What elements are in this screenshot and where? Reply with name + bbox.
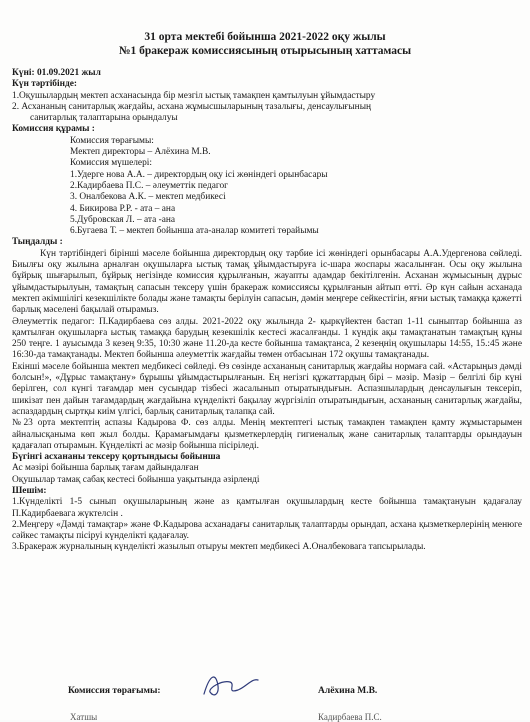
agenda-item-2: 2. Асхананың санитарлық жағдайы, асхана жұмысшыларының тазалығы, денсаулығының	[12, 101, 372, 112]
agenda-item-2-cont: санитарлық талаптарына орындалуы	[30, 113, 178, 124]
commission-heading: Комиссия құрамы :	[12, 124, 95, 135]
listened-paragraph-4: №23 орта мектептің аспазы Кадырова Ф. сөз алды. Менің мектептегі ыстық тамақпен тамақпен қамту жұмыстарымен айналысқаныма көп жыл болды. Қарамағымдағы қызметкерлердің гигиеналық және санитарлық талаптарды орындауын қадағалап отырамын. Күнделікті ас мәзір бойынша пісіріледі.	[12, 418, 522, 451]
document-body	[12, 68, 522, 554]
decision-3: 3.Бракераж журналының күнделікті жазылып отыруы мектеп медбикесі А.Оналбековага тапсырылады.	[12, 542, 426, 553]
title-line-1: 31 орта мектебі бойынша 2021-2022 оқу жылы	[144, 31, 386, 43]
listened-paragraph-3: Екінші мәселе бойынша мектеп медбикесі сөйледі. Өз сөзінде асхананың санитарлық жағдайы нормаға сай. «Астарыңыз дәмді болсын!», «Дұрыс тамақтану» бұрышы ұйымдастырылғанын. Ең негізгі құжаттардың бірі – мәзір. Мәзір – белгілі бір күні берілген, сол күнгі тағамдар мен сусындар тізбесі жасалынып отыратындығын. Аспазшылардың денсаулығын тексеріп, шикізат пен дайын тағамдардың жағдайына күнделікті бақылау жүргізіліп отыратындығын, асхананың санитарлық жағдайы, аспаздардың сыртқы киім үлгісі, барлық санитарлық талапқа сай.	[12, 361, 522, 417]
commission-chair-label: Комиссия төрағымы:	[70, 135, 154, 146]
member-4: 4. Бикирова Р.Р. - ата – ана	[70, 203, 176, 214]
decision-heading: Шешім:	[12, 485, 47, 496]
meeting-date: Күні: 01.09.2021 жыл	[12, 68, 101, 78]
check-line-2: Оқушылар тамақ сабақ кестесі бойынша уақытында әзірленді	[12, 474, 260, 485]
document-title	[0, 30, 530, 58]
decision-2: 2.Меңгеру «Дәмді тамақтар» және Ф.Кадырова асханадағы санитарлық талаптарды орындап, асхана қызметкерлерінің менюге сәйкес тамақты пісіруі күнделікті қадағалау.	[12, 519, 522, 542]
secretary-label: Хатшы	[70, 712, 98, 722]
check-line-1: Ас мәзірі бойынша барлық тағам дайындалған	[12, 463, 199, 474]
agenda-item-1: 1.Оқушылардың мектеп асханасында бір мезгіл ыстық тамақпен қамтылуын ұйымдастыру	[12, 90, 376, 101]
member-6: 6.Бугаева Т. – мектеп бойынша ата-аналар комитеті төрайымы	[70, 226, 319, 237]
listened-paragraph-1: Күн тәртібіндегі бірінші мәселе бойынша директордың оқу тәрбие ісі жөніндегі орынбасары А.А.Удергенова сөйледі. Биылғы оқу жылына арналған оқушыларға ыстық тамақ ұйымдастыруға іс-шара жоспары жасалынған. Осы оқу жылына бұйрық шығарылып, бұйрық негізінде комиссия құрылғанын, жауапты адамдар бекітілгенін. Асханан жұмысының дұрыс ұйымдастырылуын, тамақтың сапасын тексеру үшін бракераж комиссиясы құрылғанын айтып өтті. Әр күн сайын асханада мектеп әкімшілігі кезекшілікте болады және тамақты берілуін сапасын, дәмін меңгере сейкестігін, яғни ыстық тамаққа қажетті барлық мәселені бақылай отырамыз.	[12, 248, 522, 316]
member-1: 1.Удерге нова А.А. – директордың оқу ісі жөніндегі орынбасары	[70, 169, 328, 180]
listened-heading: Тыңдалды :	[12, 237, 63, 248]
member-2: 2.Кадирбаева П.С. – әлеуметтік педагог	[70, 180, 229, 191]
member-3: 3. Оналбекова А.К. – мектеп медбикесі	[70, 192, 226, 203]
secretary-name: Кадирбаева П.С.	[318, 712, 382, 722]
member-5: 5.Дубровская Л. – ата -ана	[70, 214, 176, 225]
title-line-2: №1 бракераж комиссиясының отырысының хаттамасы	[118, 45, 412, 57]
handwritten-signature	[196, 668, 266, 702]
commission-members-label: Комиссия мүшелері:	[70, 158, 152, 169]
check-heading: Бүгінгі асхананы тексеру қортындысы бойынша	[12, 452, 221, 463]
agenda-heading: Күн тәртібінде:	[12, 79, 78, 90]
chair-label: Комиссия төрағымы:	[68, 686, 161, 696]
commission-chair: Мектеп директоры – Алёхина М.В.	[70, 147, 211, 158]
chair-name: Алёхина М.В.	[318, 686, 378, 696]
listened-paragraph-2: Әлеуметтік педагог: П.Кадирбаева сөз алды. 2021-2022 оқу жылында 2- қыркүйектен бастап 1-11 сыныптар бойынша аз қамтылған оқушыларға ыстық тамаққа барудың кезекшілік кестесі жасалғанды. 1 күндік ақы тамақтанатын тамақтың құны 250 теңге. 1 ауысымда 3 кезең 9:35, 10:30 және 11.20-да кесте бойынша тамақтанса, 2 кезеңнің оқушылары 14:55, 15.:45 және 16:30-да тамақтанады. Мектеп бойынша әлеуметтік жағдайы төмен отбасынан 172 оқушы тамақтанады.	[12, 316, 522, 361]
decision-1: 1.Күнделікті 1-5 сынып оқушыларының және аз қамтылған оқушылардың кесте бойынша тамақтануын қадағалау П.Кадирбаевага жүктелсін .	[12, 497, 522, 519]
signature-row	[0, 682, 530, 702]
